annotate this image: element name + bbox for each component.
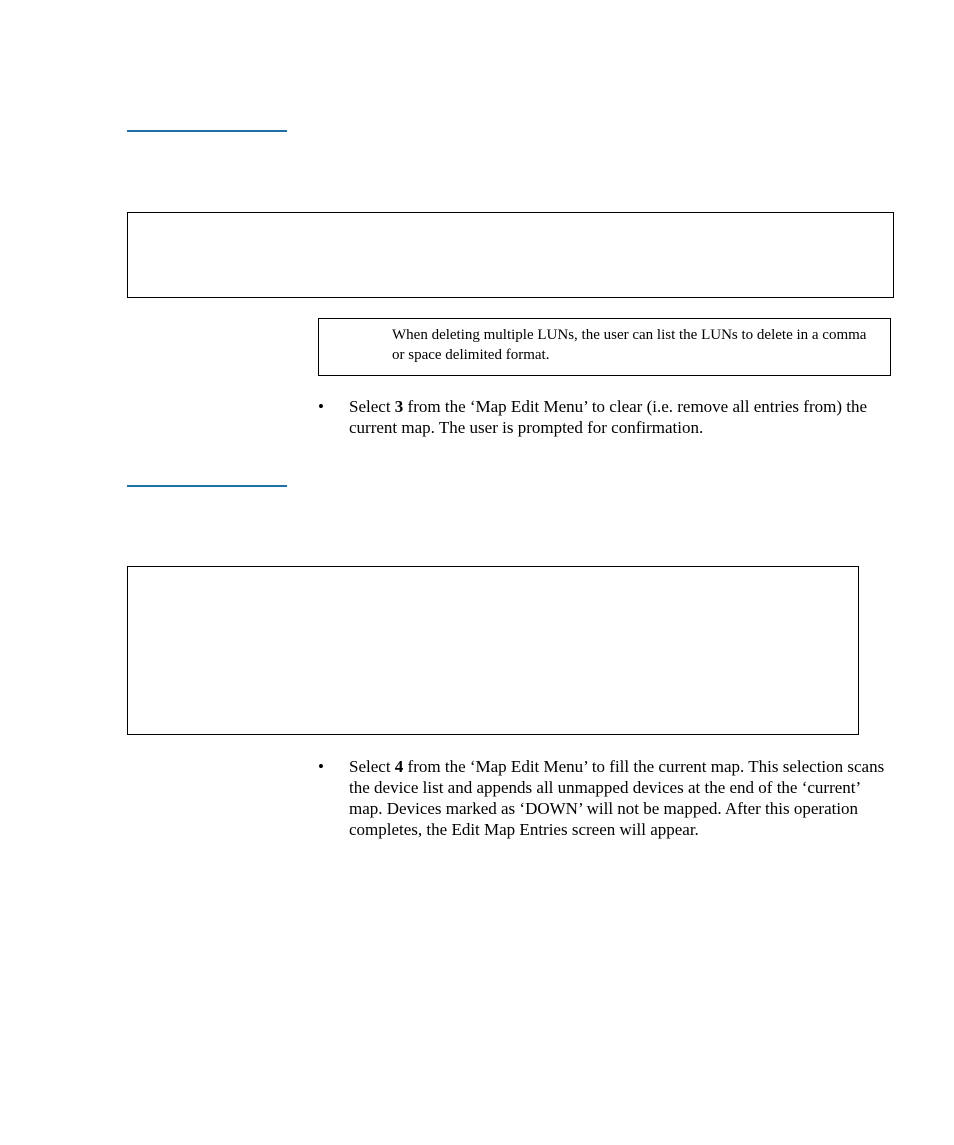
screen-capture-box-2	[127, 566, 859, 735]
bullet-marker: •	[318, 757, 324, 776]
bullet-suffix: from the ‘Map Edit Menu’ to fill the current map. This selection scans the device list and appends all unmapped devices at the end of the ‘current’ map. Devices marked as ‘DOWN’ will not be mapped. After this operation completes, the Edit Map Entries screen will appear.	[349, 757, 885, 839]
bullet-bold-number: 4	[394, 757, 404, 776]
note-box	[318, 318, 891, 376]
bullet-prefix: Select	[349, 397, 395, 416]
bullet-prefix: Select	[349, 757, 395, 776]
bullet-suffix: from the ‘Map Edit Menu’ to clear (i.e. remove all entries from) the current map. The user is prompted for confirmation.	[349, 397, 868, 437]
bullet-text	[349, 396, 889, 438]
note-text: When deleting multiple LUNs, the user can list the LUNs to delete in a comma or space delimited format.	[392, 327, 867, 363]
section-rule-2	[127, 485, 287, 487]
bullet-bold-number: 3	[394, 397, 404, 416]
bullet-marker: •	[318, 397, 324, 416]
section-rule-1	[127, 130, 287, 132]
screen-capture-box-1	[127, 212, 894, 298]
bullet-text	[349, 756, 889, 840]
